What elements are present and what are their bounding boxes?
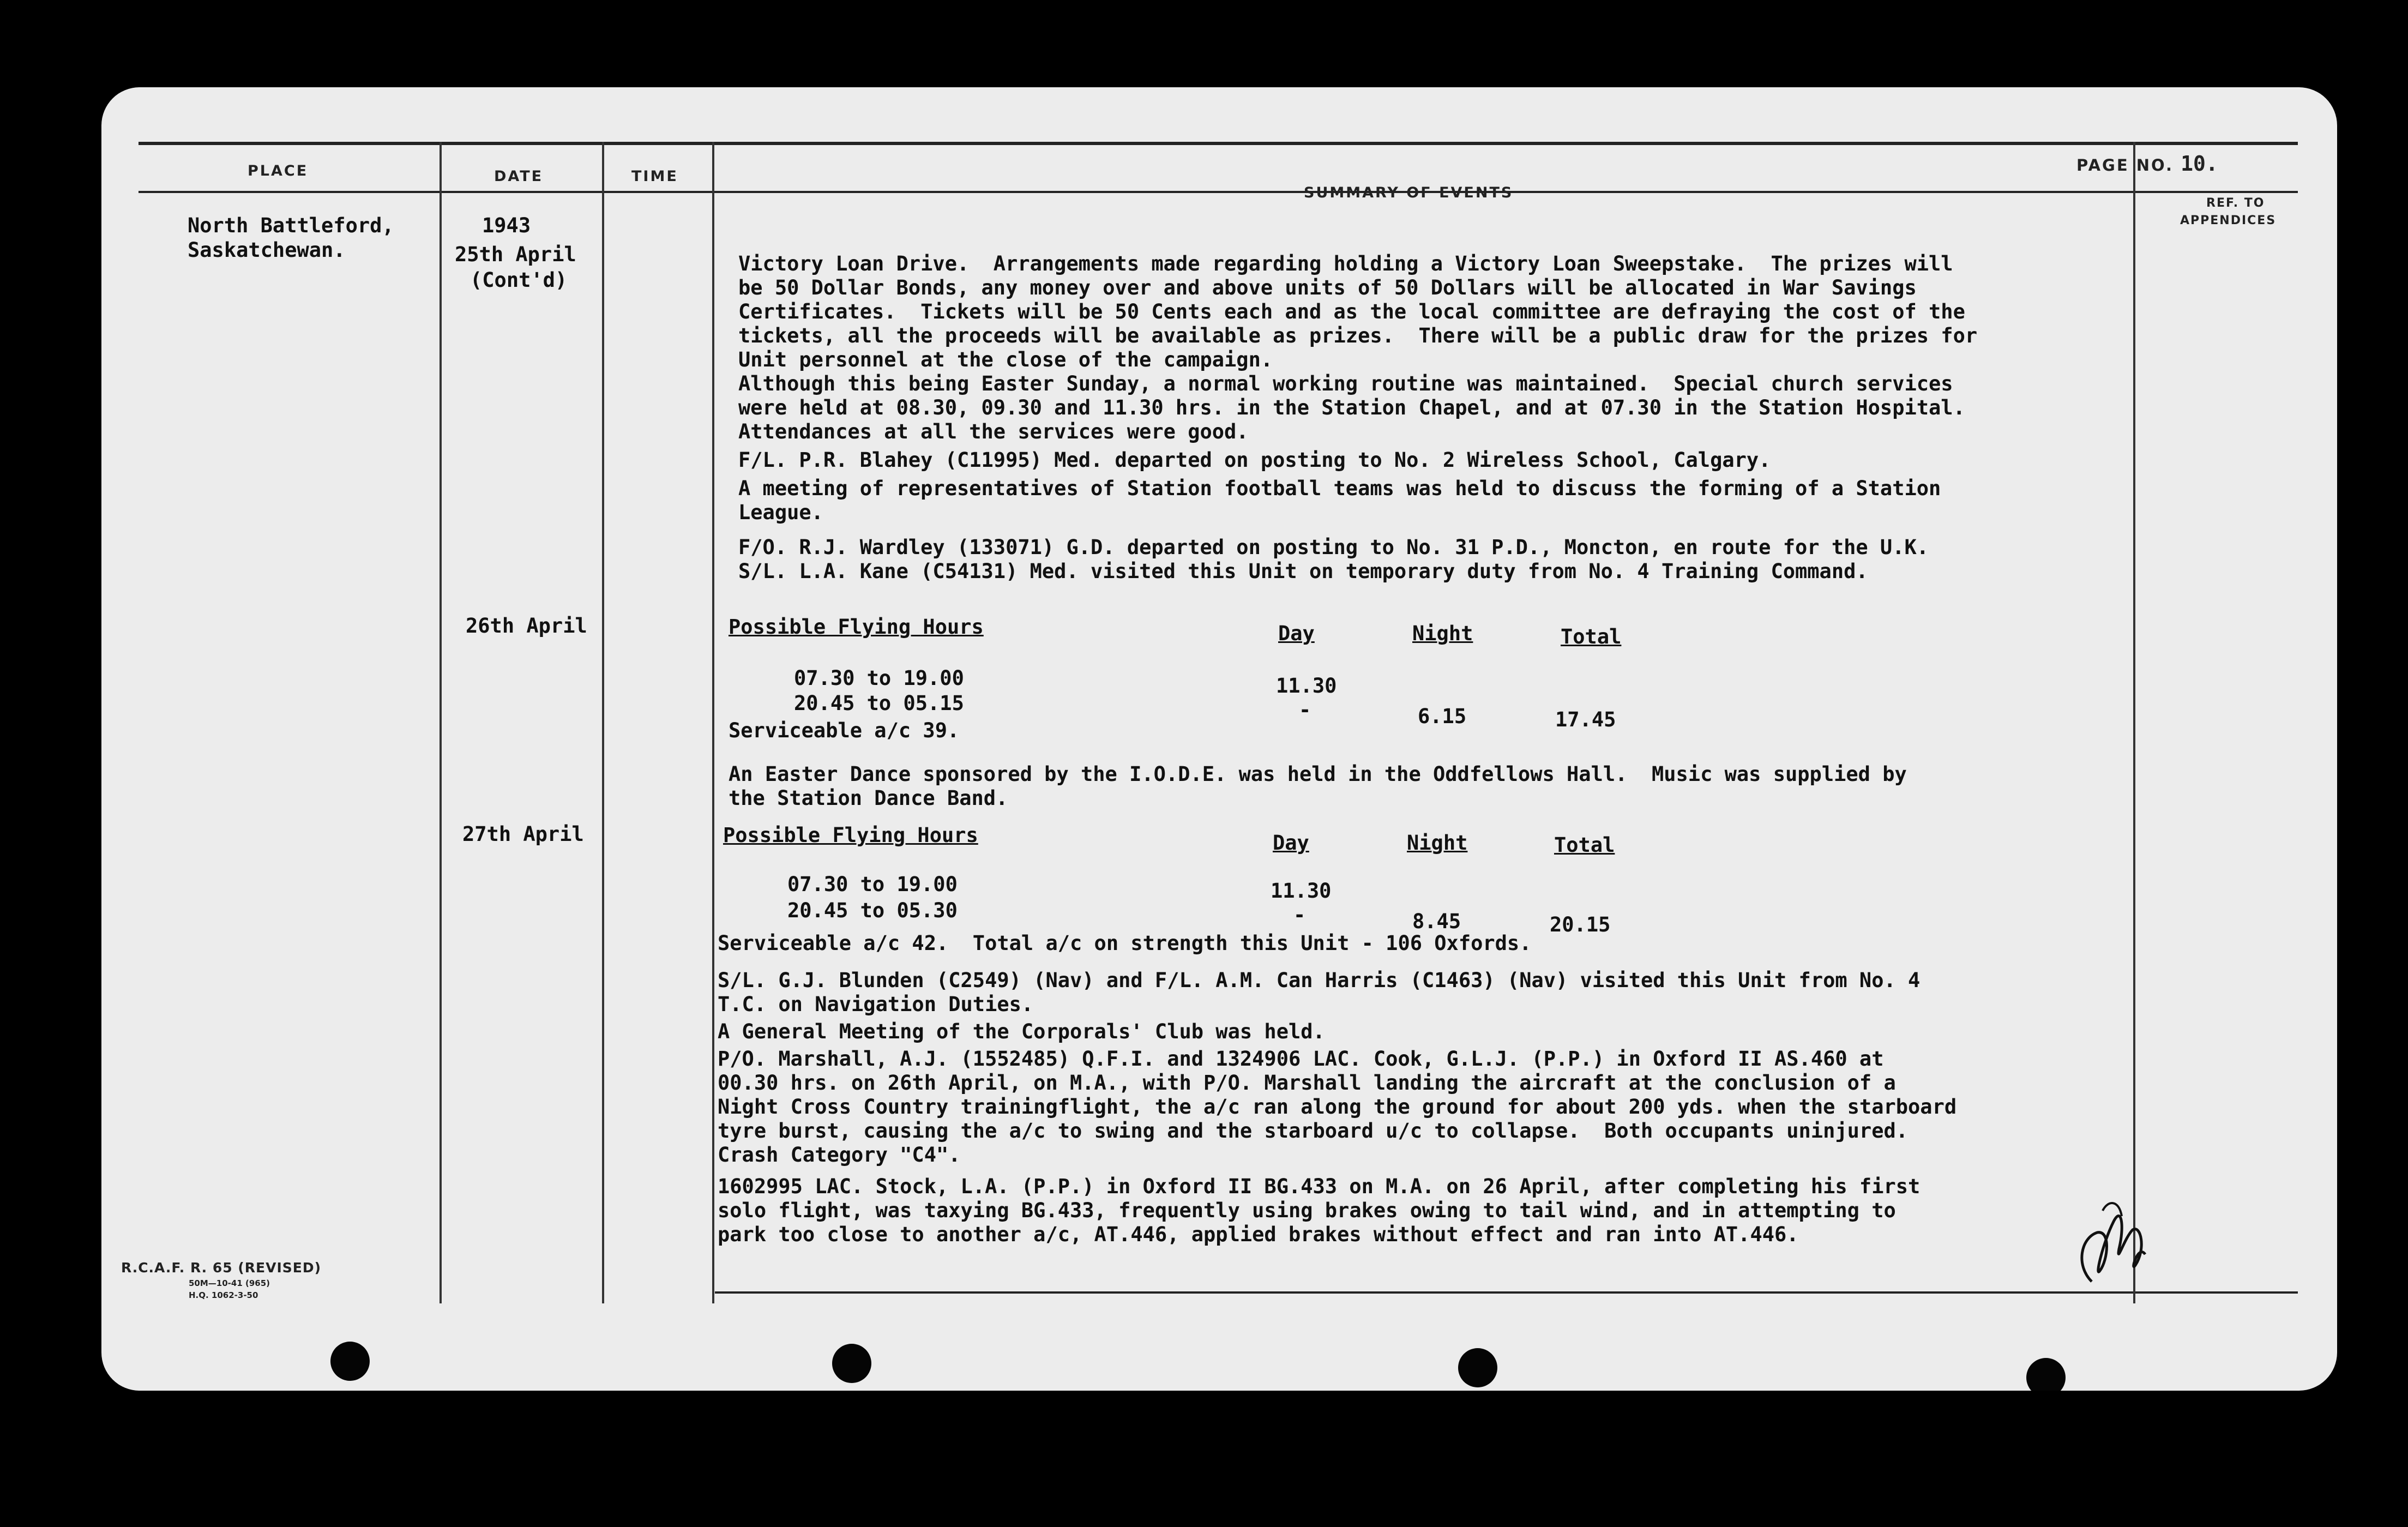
date-25-april: 25th April xyxy=(455,243,576,266)
entry-line: League. xyxy=(738,501,823,524)
entry-line: Although this being Easter Sunday, a normal working routine was maintained. Special church services xyxy=(738,372,1953,395)
entry-line: Certificates. Tickets will be 50 Cents each and as the local committee are defraying the cost of the xyxy=(738,300,1965,323)
flying-hours-heading: Possible Flying Hours xyxy=(723,823,978,847)
entry-line: A General Meeting of the Corporals' Club was held. xyxy=(718,1020,1325,1043)
entry-line: Crash Category "C4". xyxy=(718,1143,961,1167)
serviceable-aircraft: Serviceable a/c 42. Total a/c on strength this Unit - 106 Oxfords. xyxy=(718,931,1532,955)
hours-row2-total: 17.45 xyxy=(1555,708,1616,731)
date-27-april: 27th April xyxy=(462,822,584,846)
header-date: DATE xyxy=(494,168,544,185)
entry-line: solo flight, was taxying BG.433, frequently using brakes owing to tail wind, and in attempting to xyxy=(718,1199,1896,1222)
binder-hole xyxy=(1458,1348,1497,1387)
col-total: Total xyxy=(1561,625,1622,648)
entry-line: Unit personnel at the close of the campaign. xyxy=(738,348,1273,371)
binder-hole xyxy=(832,1344,871,1383)
entry-line: park too close to another a/c, AT.446, applied brakes without effect and ran into AT.446. xyxy=(718,1223,1799,1246)
col-total: Total xyxy=(1554,833,1615,857)
hours-row2-time: 20.45 to 05.30 xyxy=(787,899,958,922)
date-26-april: 26th April xyxy=(466,614,587,638)
page-number-label xyxy=(2076,152,2218,176)
header-place: PLACE xyxy=(248,163,309,179)
place-date-divider xyxy=(440,142,442,1303)
entry-line: Attendances at all the services were good. xyxy=(738,420,1249,443)
col-day: Day xyxy=(1278,622,1315,645)
flying-hours-heading: Possible Flying Hours xyxy=(729,615,984,639)
hours-row2-day: - xyxy=(1293,903,1306,927)
hours-row1-day: 11.30 xyxy=(1276,674,1337,698)
col-night: Night xyxy=(1407,831,1468,855)
handwritten-initials xyxy=(2070,1178,2152,1298)
hours-row1-time: 07.30 to 19.00 xyxy=(794,666,964,690)
header-ref-line1: REF. TO xyxy=(2206,196,2265,210)
date-contd: (Cont'd) xyxy=(470,268,568,292)
entry-line: F/L. P.R. Blahey (C11995) Med. departed on posting to No. 2 Wireless School, Calgary. xyxy=(738,448,1771,472)
hours-row2-night: 8.45 xyxy=(1412,910,1461,933)
entry-line: the Station Dance Band. xyxy=(729,786,1008,810)
entry-line: F/O. R.J. Wardley (133071) G.D. departed on posting to No. 31 P.D., Moncton, en route for the U.K. xyxy=(738,536,1929,559)
entry-line: tickets, all the proceeds will be available as prizes. There will be a public draw for the prizes for xyxy=(738,324,1978,347)
top-rule xyxy=(139,142,2298,145)
binder-hole xyxy=(2026,1358,2066,1391)
col-day: Day xyxy=(1273,831,1309,855)
col-night: Night xyxy=(1412,622,1473,645)
header-rule xyxy=(139,191,2298,193)
page-label: PAGE NO. xyxy=(2076,156,2174,175)
hours-row1-time: 07.30 to 19.00 xyxy=(787,873,958,896)
entry-line: T.C. on Navigation Duties. xyxy=(718,993,1034,1016)
entry-line: tyre burst, causing the a/c to swing and the starboard u/c to collapse. Both occupants uninjured. xyxy=(718,1119,1909,1143)
hours-row2-day: - xyxy=(1299,698,1311,722)
bottom-rule xyxy=(715,1291,2298,1294)
entry-line: A meeting of representatives of Station football teams was held to discuss the forming of a Station xyxy=(738,477,1941,500)
entry-line: P/O. Marshall, A.J. (1552485) Q.F.I. and 1324906 LAC. Cook, G.L.J. (P.P.) in Oxford II AS.460 at xyxy=(718,1047,1884,1071)
form-number: R.C.A.F. R. 65 (REVISED) xyxy=(121,1260,322,1276)
place-line2: Saskatchewan. xyxy=(188,238,346,262)
form-print-code: 50M—10-41 (965) xyxy=(189,1278,270,1288)
entry-line: 00.30 hrs. on 26th April, on M.A., with P/O. Marshall landing the aircraft at the conclusion of a xyxy=(718,1071,1896,1095)
entry-line: be 50 Dollar Bonds, any money over and above units of 50 Dollars will be allocated in War Savings xyxy=(738,276,1917,299)
date-year: 1943 xyxy=(482,214,531,237)
header-summary: SUMMARY OF EVENTS xyxy=(1304,184,1514,201)
hours-row2-total: 20.15 xyxy=(1550,913,1611,936)
entry-line: S/L. G.J. Blunden (C2549) (Nav) and F/L. A.M. Can Harris (C1463) (Nav) visited this Unit from No. 4 xyxy=(718,969,1921,992)
summary-ref-divider xyxy=(2133,142,2135,1303)
header-time: TIME xyxy=(631,168,678,185)
war-diary-sheet xyxy=(101,87,2337,1391)
hours-row1-day: 11.30 xyxy=(1271,879,1332,903)
entry-line: Night Cross Country trainingflight, the a/c ran along the ground for about 200 yds. when the starboard xyxy=(718,1095,1957,1119)
time-summary-divider xyxy=(712,142,714,1303)
form-hq-code: H.Q. 1062-3-50 xyxy=(189,1290,258,1300)
page-number: 10. xyxy=(2181,152,2218,176)
entry-line: were held at 08.30, 09.30 and 11.30 hrs. in the Station Chapel, and at 07.30 in the Station Hospital. xyxy=(738,396,1965,419)
entry-line: 1602995 LAC. Stock, L.A. (P.P.) in Oxford II BG.433 on M.A. on 26 April, after completing his first xyxy=(718,1175,1921,1198)
place-line1: North Battleford, xyxy=(188,214,394,237)
hours-row2-time: 20.45 to 05.15 xyxy=(794,692,964,715)
entry-line: An Easter Dance sponsored by the I.O.D.E. was held in the Oddfellows Hall. Music was supplied by xyxy=(729,762,1907,786)
date-time-divider xyxy=(602,142,604,1303)
binder-hole xyxy=(330,1342,370,1381)
entry-line: S/L. L.A. Kane (C54131) Med. visited this Unit on temporary duty from No. 4 Training Command. xyxy=(738,560,1868,583)
hours-row2-night: 6.15 xyxy=(1418,705,1467,728)
header-ref-line2: APPENDICES xyxy=(2180,214,2277,227)
entry-line: Victory Loan Drive. Arrangements made regarding holding a Victory Loan Sweepstake. The prizes will xyxy=(738,252,1953,275)
serviceable-aircraft: Serviceable a/c 39. xyxy=(729,719,960,742)
